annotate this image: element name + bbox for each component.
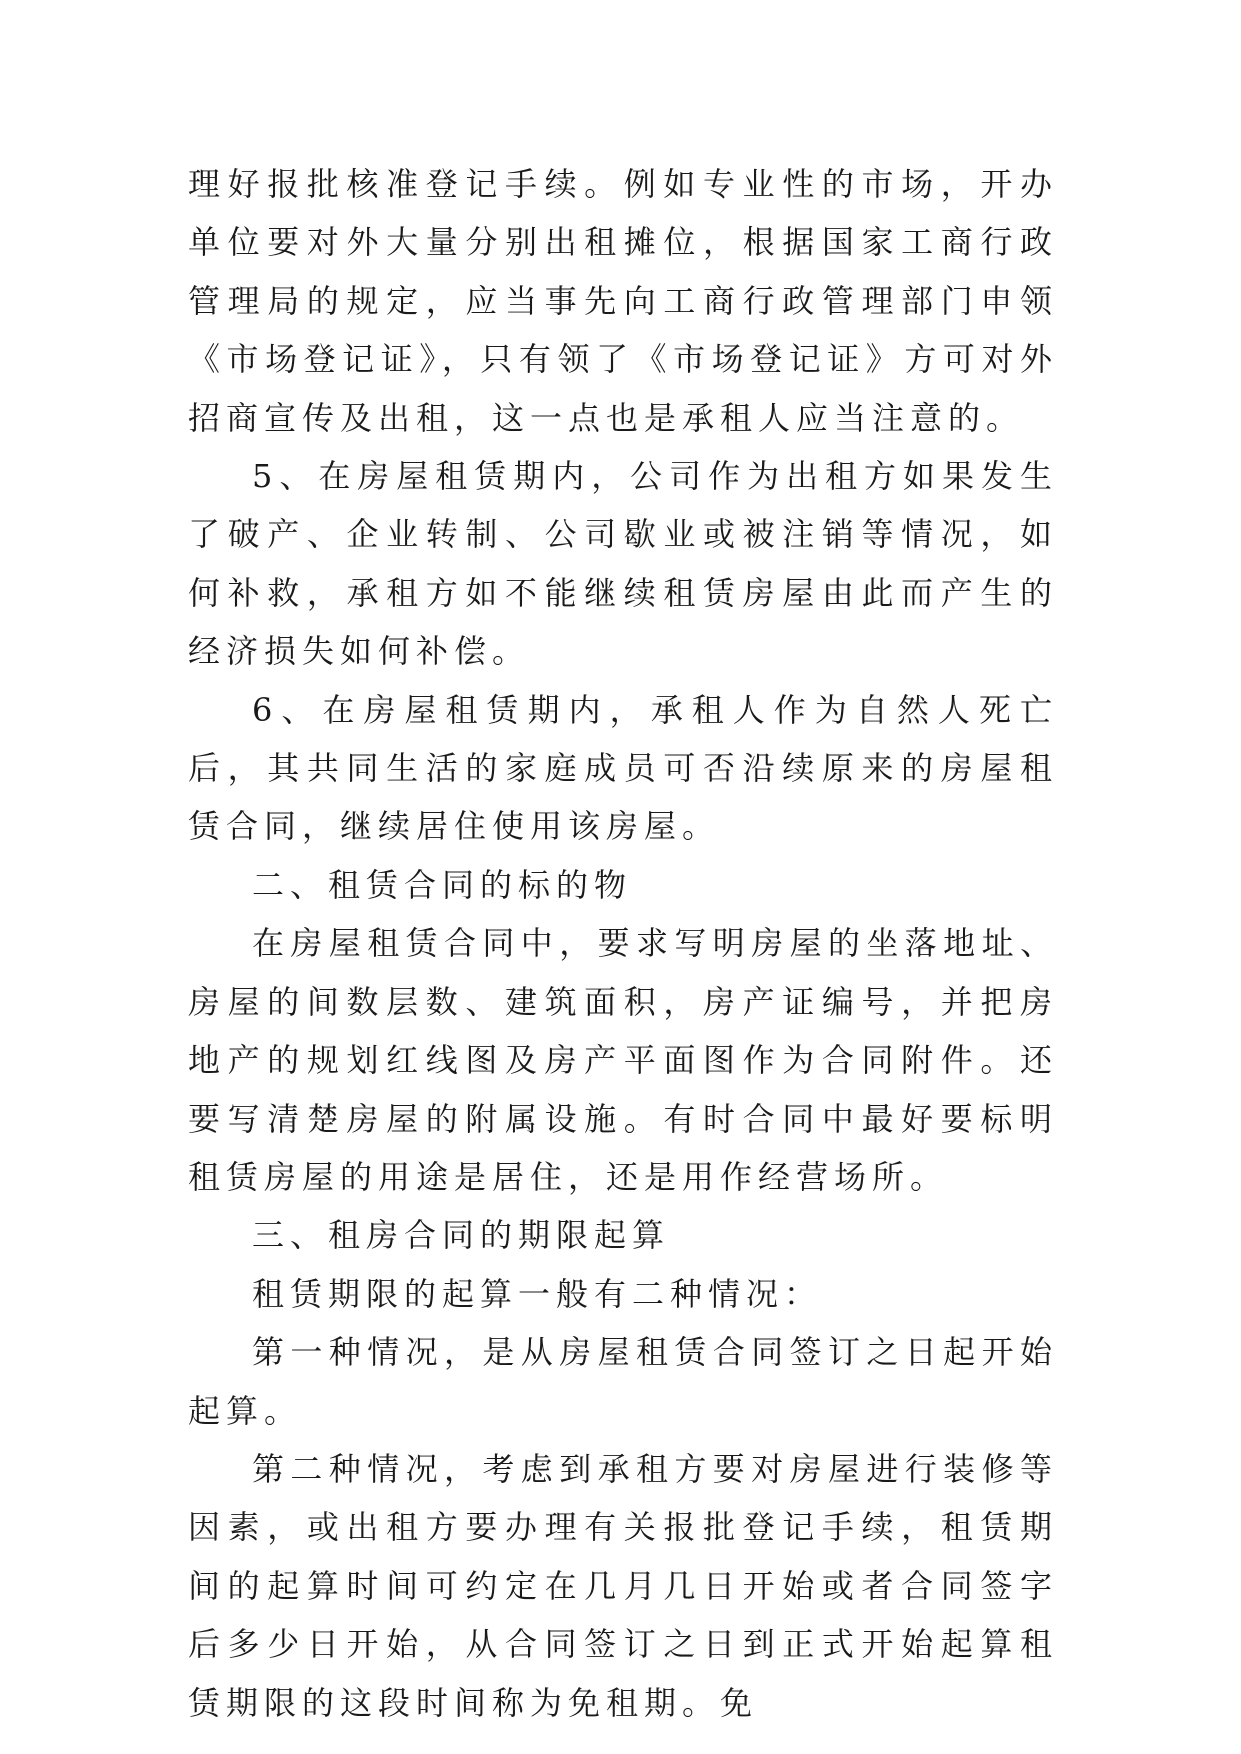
section-heading-3: 三、租房合同的期限起算 [252, 1216, 671, 1255]
paragraph-6: 第一种情况，是从房屋租赁合同签订之日起开始起算。 [188, 1333, 1058, 1430]
paragraph-5: 租赁期限的起算一般有二种情况： [252, 1274, 823, 1313]
paragraph-4: 在房屋租赁合同中，要求写明房屋的坐落地址、房屋的间数层数、建筑面积，房产证编号，并把房地产的规划红线图及房产平面图作为合同附件。还要写清楚房屋的附属设施。有时合同中最好要标明租赁房屋的用途是居住，还是用作经营场所。 [188, 924, 1058, 1196]
section-heading-2: 二、租赁合同的标的物 [252, 865, 633, 904]
paragraph-3: 6、在房屋租赁期内，承租人作为自然人死亡后，其共同生活的家庭成员可否沿续原来的房屋租赁合同，继续居住使用该房屋。 [188, 690, 1058, 846]
paragraph-2: 5、在房屋租赁期内，公司作为出租方如果发生了破产、企业转制、公司歇业或被注销等情况，如何补救，承租方如不能继续租赁房屋由此而产生的经济损失如何补偿。 [188, 457, 1058, 671]
paragraph-7: 第二种情况，考虑到承租方要对房屋进行装修等因素，或出租方要办理有关报批登记手续，租赁期间的起算时间可约定在几月几日开始或者合同签字后多少日开始，从合同签订之日到正式开始起算租赁期限的这段时间称为免租期。免 [188, 1449, 1058, 1722]
paragraph-1: 理好报批核准登记手续。例如专业性的市场，开办单位要对外大量分别出租摊位，根据国家工商行政管理局的规定，应当事先向工商行政管理部门申领《市场登记证》，只有领了《市场登记证》方可对外招商宣传及出租，这一点也是承租人应当注意的。 [188, 165, 1058, 437]
document-page [188, 155, 1058, 1732]
